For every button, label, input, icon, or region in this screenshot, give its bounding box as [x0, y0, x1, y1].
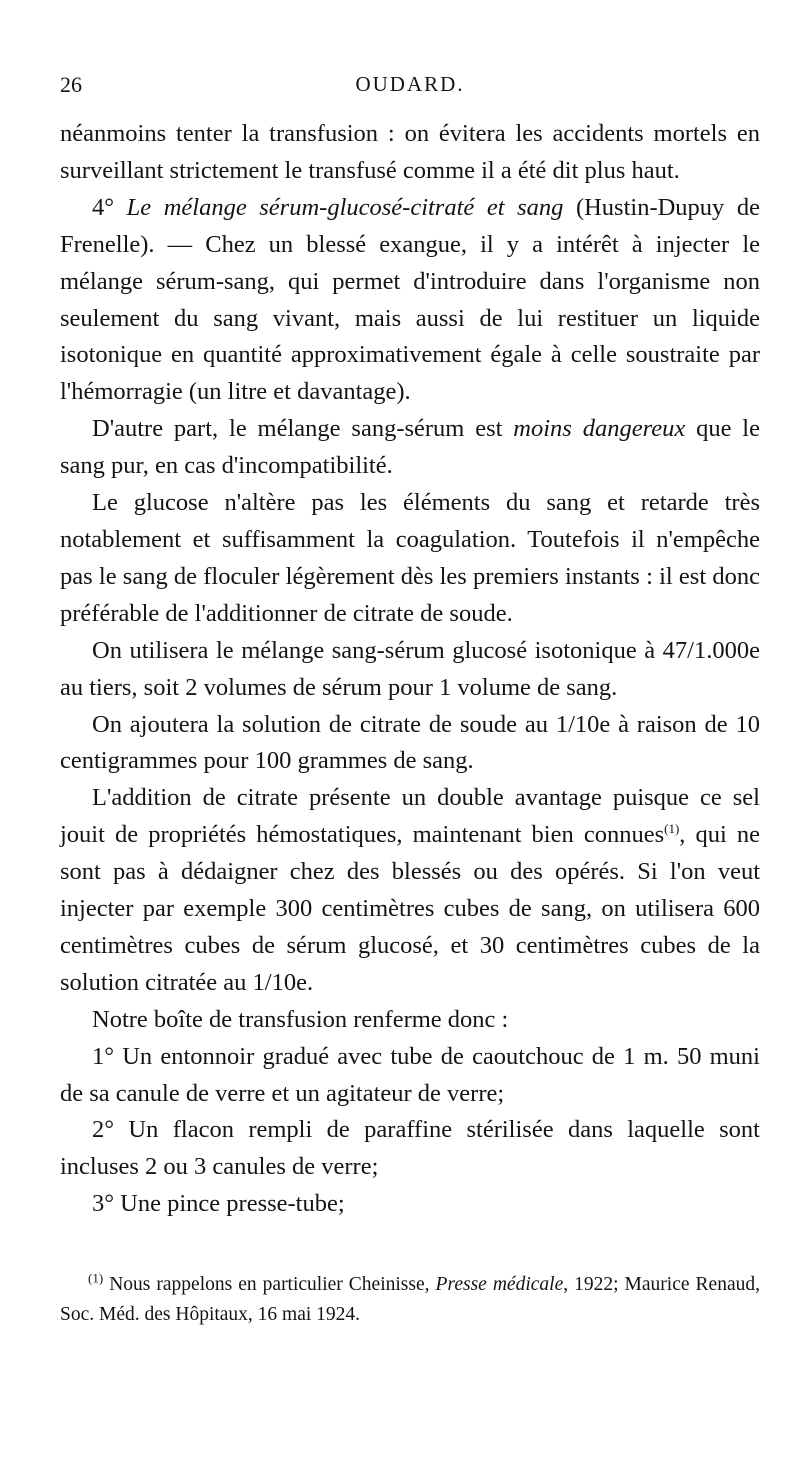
paragraph — [60, 411, 760, 485]
paragraph — [60, 780, 760, 1001]
running-head: OUDARD. — [355, 72, 465, 96]
paragraph-text: D'autre part, le mélange sang-sérum est — [92, 415, 514, 443]
section-number: 4° — [92, 193, 115, 221]
paragraph-section-4 — [60, 190, 760, 411]
footnote-marker: (1) — [88, 1270, 104, 1286]
paragraph: Notre boîte de transfusion renferme donc : — [92, 1005, 509, 1033]
paragraph-text: (Hustin-Dupuy de Frenelle). — Chez un blessé exangue, il y a intérêt à injecter le mélange sérum-sang, qui permet d'introduire dans l'organisme non seulement du sang vivant, mais aussi de lui restituer un liquide isotonique en quantité approximativement égale à celle soustraite par l'hémorragie (un litre et davantage). — [60, 193, 761, 406]
body-text — [60, 116, 760, 1223]
footnote-reference[interactable]: (1) — [664, 821, 680, 837]
list-item: 2° Un flacon rempli de paraffine stérilisée dans laquelle sont incluses 2 ou 3 canules de verre; — [60, 1116, 760, 1181]
footnotes — [60, 1270, 760, 1330]
paragraph: néanmoins tenter la transfusion : on évitera les accidents mortels en surveillant strictement le transfusé comme il a été dit plus haut. — [60, 120, 760, 184]
emphasis-text: moins dangereux — [513, 415, 686, 443]
paragraph-text: , qui ne sont pas à dédaigner chez des blessés ou des opérés. Si l'on veut injecter par exemple 300 centimètres cubes de sang, on utilisera 600 centimètres cubes de sérum glucosé, et 30 centimètres cubes de la solution citratée au 1/10e. — [60, 821, 760, 996]
list-item: 3° Une pince presse-tube; — [92, 1190, 345, 1218]
paragraph: Le glucose n'altère pas les éléments du sang et retarde très notablement et suffisamment la coagulation. Toutefois il n'empêche pas le sang de floculer légèrement dès les premiers instants : il est donc préférable de l'additionner de citrate de soude. — [60, 489, 760, 627]
paragraph-text: que le sang pur, en cas d'incompatibilité. — [60, 415, 760, 480]
paragraph: On ajoutera la solution de citrate de soude au 1/10e à raison de 10 centigrammes pour 100 grammes de sang. — [60, 710, 760, 775]
section-title: Le mélange sérum-glucosé-citraté et sang — [126, 193, 564, 221]
page-number: 26 — [60, 72, 82, 97]
journal-title: Presse médicale — [435, 1274, 564, 1295]
page-header — [60, 72, 760, 102]
paragraph: On utilisera le mélange sang-sérum glucosé isotonique à 47/1.000e au tiers, soit 2 volumes de sérum pour 1 volume de sang. — [60, 636, 760, 701]
list-item: 1° Un entonnoir gradué avec tube de caoutchouc de 1 m. 50 muni de sa canule de verre et un agitateur de verre; — [60, 1042, 760, 1107]
footnote-text: Nous rappelons en particulier Cheinisse, — [103, 1274, 436, 1295]
footnote — [60, 1270, 760, 1330]
footnote-text: , 1922; Maurice Renaud, Soc. Méd. des Hôpitaux, 16 mai 1924. — [60, 1274, 760, 1325]
paragraph-text: L'addition de citrate présente un double avantage puisque ce sel jouit de propriétés hémostatiques, maintenant bien connues — [60, 784, 760, 849]
